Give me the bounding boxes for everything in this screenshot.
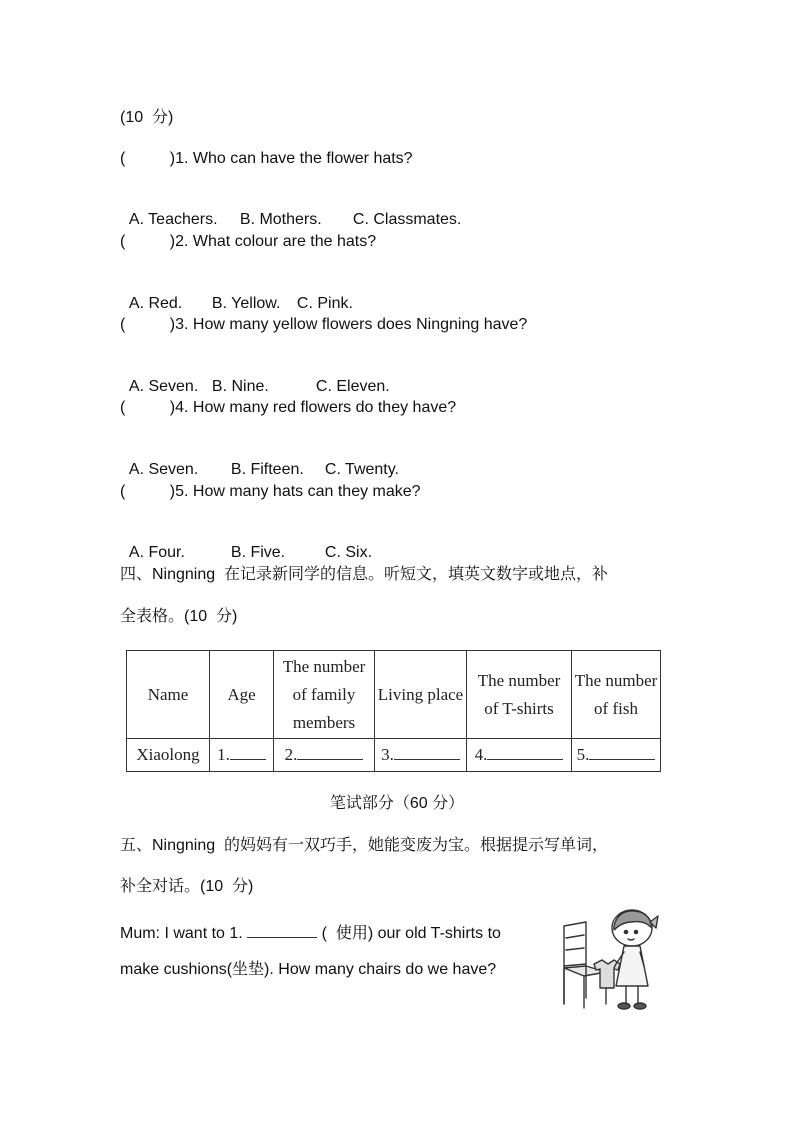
cell-family[interactable] (274, 739, 375, 772)
dialogue-line-2: make cushions(坐垫). How many chairs do we have? (120, 961, 497, 978)
question-1-options (120, 190, 461, 230)
blank-3-label: 3. (381, 745, 394, 764)
question-2-stem: ( )2. What colour are the hats? (120, 233, 377, 250)
dialogue-line-1 (120, 919, 501, 944)
blank-2[interactable] (297, 741, 363, 760)
part4-instruction-line1: 四、Ningning 在记录新同学的信息。听短文，填英文数字或地点，补 (120, 566, 609, 583)
header-name: Name (127, 651, 210, 739)
q1-option-c[interactable]: C. Classmates. (352, 211, 462, 228)
q2-option-b[interactable]: B. Yellow. (211, 295, 281, 312)
q5-option-b[interactable]: B. Five. (230, 544, 286, 561)
question-2-options (120, 274, 353, 314)
blank-5[interactable] (589, 741, 655, 760)
part3-score: (10 分) (120, 109, 174, 126)
girl-with-chair-illustration (556, 908, 666, 1021)
header-living-place: Living place (375, 651, 467, 739)
q3-option-a[interactable]: A. Seven. (128, 378, 199, 395)
part4-instruction-line2: 全表格。(10 分) (120, 608, 238, 625)
part5-instruction-line1: 五、Ningning 的妈妈有一双巧手，她能变废为宝。根据提示写单词， (120, 837, 609, 854)
q3-option-c[interactable]: C. Eleven. (315, 378, 390, 395)
cell-age[interactable] (210, 739, 274, 772)
dialogue-line1-start: Mum: I want to 1. (120, 925, 248, 942)
written-section-title: 笔试部分（60 分） (329, 795, 465, 812)
part5-instruction-line2: 补全对话。(10 分) (120, 878, 254, 895)
table-header-row (127, 651, 661, 739)
header-tshirts: The number of T-shirts (467, 651, 572, 739)
question-5-options (120, 523, 372, 563)
header-family-members: The number of family members (274, 651, 375, 739)
blank-1-label: 1. (217, 745, 230, 764)
header-age: Age (210, 651, 274, 739)
blank-5-label: 5. (576, 745, 590, 764)
cell-place[interactable] (375, 739, 467, 772)
cell-name: Xiaolong (127, 739, 210, 772)
q3-option-b[interactable]: B. Nine. (211, 378, 269, 395)
girl-chair-icon (556, 908, 666, 1016)
dialogue-line1-hint: ( 使用) our old T-shirts to (317, 925, 501, 942)
blank-2-label: 2. (284, 745, 298, 764)
q5-option-a[interactable]: A. Four. (128, 544, 185, 561)
blank-4[interactable] (487, 741, 563, 760)
q2-option-c[interactable]: C. Pink. (296, 295, 353, 312)
q4-option-c[interactable]: C. Twenty. (324, 461, 399, 478)
cell-fish[interactable] (572, 739, 661, 772)
info-table (126, 650, 661, 772)
blank-3[interactable] (394, 741, 460, 760)
q5-option-c[interactable]: C. Six. (324, 544, 373, 561)
question-4-stem: ( )4. How many red flowers do they have? (120, 399, 457, 416)
question-1-stem: ( )1. Who can have the flower hats? (120, 150, 413, 167)
question-5-stem: ( )5. How many hats can they make? (120, 483, 421, 500)
question-4-options (120, 440, 399, 480)
blank-1[interactable] (230, 741, 266, 760)
answer-blank-1[interactable] (247, 919, 317, 938)
q2-option-a[interactable]: A. Red. (128, 295, 183, 312)
question-3-stem: ( )3. How many yellow flowers does Ningning have? (120, 316, 528, 333)
q1-option-a[interactable]: A. Teachers. (128, 211, 218, 228)
q4-option-a[interactable]: A. Seven. (128, 461, 199, 478)
table-row (127, 739, 661, 772)
q4-option-b[interactable]: B. Fifteen. (230, 461, 304, 478)
header-fish: The number of fish (572, 651, 661, 739)
q1-option-b[interactable]: B. Mothers. (239, 211, 322, 228)
question-3-options (120, 357, 390, 397)
blank-4-label: 4. (474, 745, 488, 764)
cell-tshirts[interactable] (467, 739, 572, 772)
